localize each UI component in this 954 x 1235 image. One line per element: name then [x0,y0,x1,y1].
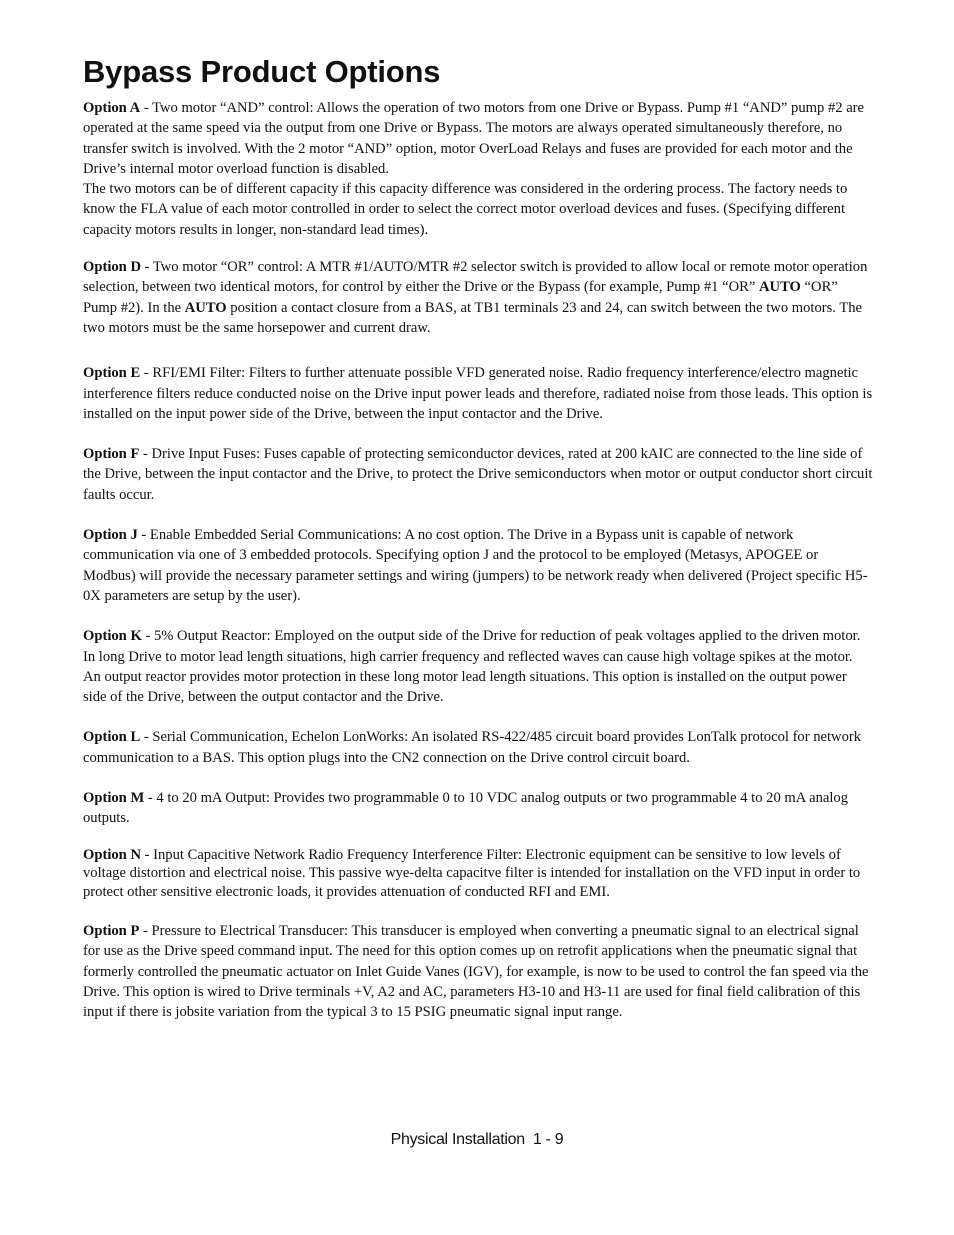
option-p-label: Option P [83,923,140,940]
option-m-text: - 4 to 20 mA Output: Provides two programmable 0 to 10 VDC analog outputs or two programmable 4 to 20 mA analog outputs. [83,790,849,827]
page-footer [0,1131,954,1149]
option-a [83,98,873,240]
option-k-text: - 5% Output Reactor: Employed on the output side of the Drive for reduction of peak voltages applied to the driven motor. In long Drive to motor lead length situations, high carrier frequency and reflected waves can cause high voltage spikes at the motor. An output reactor provides motor protection in these long motor lead length situations. This option is installed on the output power side of the Drive, between the output contactor and the Drive. [83,628,861,706]
option-a-text: - Two motor “AND” control: Allows the operation of two motors from one Drive or Bypass. Pump #1 “AND” pump #2 are operated at the same speed via the output from one Drive or Bypass. The motors are always operated simultaneously therefore, no transfer switch is involved. With the 2 motor “AND” option, motor OverLoad Relays and fuses are provided for each motor and the Drive’s internal motor overload function is disabled. [83,100,865,177]
option-n [83,846,873,902]
option-l [83,727,873,768]
option-j-text: - Enable Embedded Serial Communications: A no cost option. The Drive in a Bypass unit is capable of network communication via one of 3 embedded protocols. Specifying option J and the protocol to be employed (Metasys, APOGEE or Modbus) will provide the necessary parameter settings and wiring (jumpers) to be network ready when delivered (Project specific H5-0X parameters are setup by the user). [83,527,868,604]
option-d-text-post: position a contact closure from a BAS, at TB1 terminals 23 and 24, can switch between the two motors. The two motors must be the same horsepower and current draw. [83,299,863,336]
option-l-text: - Serial Communication, Echelon LonWorks: An isolated RS-422/485 circuit board provides LonTalk protocol for network communication to a BAS. This option plugs into the CN2 connection on the Drive control circuit board. [83,729,862,766]
option-m [83,788,873,829]
option-n-text: - Input Capacitive Network Radio Frequency Interference Filter: Electronic equipment can be sensitive to low levels of voltage distortion and electrical noise. This passive wye-delta capacitve filter is intended for installation on the VFD input in order to protect other sensitive electronic loads, it provides attenuation of conducted RFI and EMI. [83,846,861,900]
option-k-label: Option K [83,628,142,645]
option-e-label: Option E [83,365,141,382]
page-content [83,52,873,1023]
option-d-auto-2: AUTO [184,299,227,316]
option-d-label: Option D [83,259,141,276]
option-d-auto-1: AUTO [759,279,801,296]
option-m-label: Option M [83,790,145,807]
option-d-text-pre: - Two motor “OR” control: A MTR #1/AUTO/MTR #2 selector switch is provided to allow local or remote motor operation selection, between two identical motors, for control by either the Drive or the Bypass (for example, Pump #1 “OR” [83,259,868,296]
option-f [83,444,873,505]
option-l-label: Option L [83,729,141,746]
page-title: Bypass Product Options [83,54,441,89]
option-p-text: - Pressure to Electrical Transducer: This transducer is employed when converting a pneumatic signal to an electrical signal for use as the Drive speed command input. The need for this option comes up on retrofit applications when the pneumatic signal that formerly controlled the pneumatic actuator on Inlet Guide Vanes (IGV), for example, is now to be used to control the fan speed via the Drive. This option is wired to Drive terminals +V, A2 and AC, parameters H3-10 and H3-11 are used for final field calibration of this input if there is jobsite variation from the typical 3 to 15 PSIG pneumatic signal input range. [83,923,869,1021]
option-e [83,363,873,424]
option-e-text: - RFI/EMI Filter: Filters to further attenuate possible VFD generated noise. Radio frequency interference/electro magnetic interference filters reduce conducted noise on the Drive input power leads and therefore, radiated noise from those leads. This option is installed on the input power side of the Drive, between the input contactor and the Drive. [83,365,873,422]
option-j [83,525,873,606]
option-f-label: Option F [83,446,140,463]
option-p [83,921,873,1022]
option-j-label: Option J [83,527,138,544]
option-a-label: Option A [83,100,141,116]
option-f-text: - Drive Input Fuses: Fuses capable of protecting semiconductor devices, rated at 200 kAIC are connected to the line side of the Drive, between the input contactor and the Drive, to protect the Drive semiconductors when motor or output conductor short circuit faults occur. [83,446,873,503]
option-n-label: Option N [83,846,141,863]
footer-section: Physical Installation [390,1131,525,1148]
option-d [83,257,873,338]
option-d-text-mid: “OR” Pump #2). In the [83,279,838,316]
footer-page-number: 1 - 9 [532,1131,564,1148]
option-k [83,626,873,707]
option-a-text-2: The two motors can be of different capacity if this capacity difference was considered in the ordering process. The factory needs to know the FLA value of each motor controlled in order to select the correct motor overload devices and fuses. (Specifying different capacity motors results in longer, non-standard lead times). [83,181,848,238]
